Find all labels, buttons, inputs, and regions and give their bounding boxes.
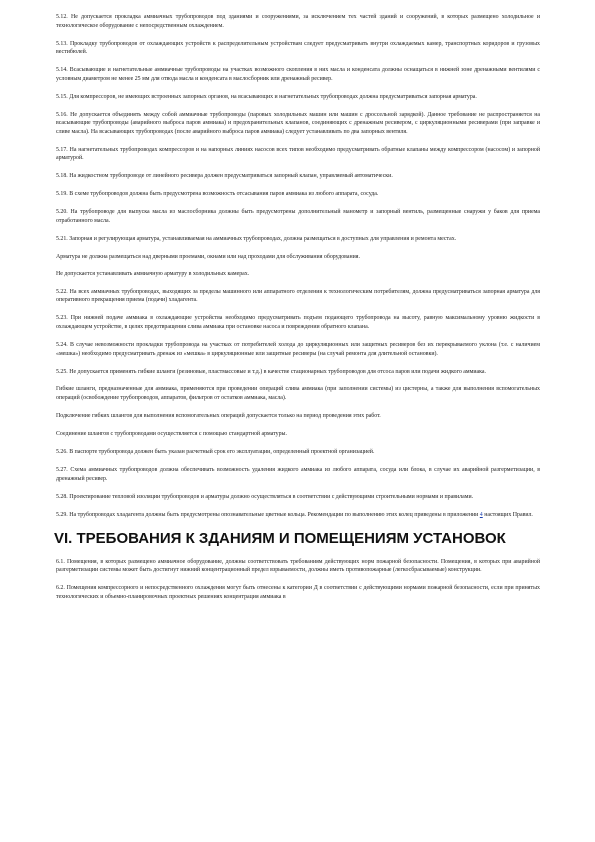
paragraph: 5.22. На всех аммиачных трубопроводах, выходящих за пределы машинного или аппаратного отделения к технологическим потребителям, должна предусматриваться запорная арматура для оперативного прекращения приема (подачи) хладагента. xyxy=(56,288,540,304)
paragraph: Гибкие шланги, предназначенные для аммиака, применяются при проведении операций слива аммиака (при заполнении системы) из цистерны, а также для выполнения вспомогательных операций (освобождение трубопроводов, аппаратов, фильтров от остатков аммиака, масла). xyxy=(56,386,540,402)
paragraph: 5.16. Не допускается объединять между собой аммиачные трубопроводы (паровых холодильных машин или машин с дроссельной зарядкой). Данное требование не распространяется на всасывающие трубопроводы (аварийного выброса паров аммиака) и предохранительных клапанов, соединяющих с дренажным ресивером, с циркуляционными ресиверами (при заправке и сливе масла). На всасывающих трубопроводах (после аварийного выброса паров аммиака) следует устанавливать по два запорных вентиля. xyxy=(56,111,540,135)
paragraph-list xyxy=(56,13,540,519)
paragraph: 5.13. Прокладку трубопроводов от охлаждающих устройств к распределительным устройствам следует предусматривать внутри охлаждаемых камер, транспортных коридоров и грузовых вестибюлей. xyxy=(56,40,540,56)
paragraph: 5.25. Не допускается применять гибкие шланги (резиновые, пластмассовые и т.д.) в качестве стационарных трубопроводов для отсоса паров или подачи жидкого аммиака. xyxy=(56,368,486,375)
paragraph: 5.12. Не допускается прокладка аммиачных трубопроводов под зданиями и сооружениями, за исключением тех частей зданий и сооружений, в которых размещено холодильное и технологическое оборудование с непосредственным охлаждением. xyxy=(56,14,540,29)
paragraph: 5.27. Схема аммиачных трубопроводов должна обеспечивать возможность удаления жидкого аммиака из любого аппарата, сосуда или блока, в случае их аварийной разгерметизации, в дренажный ресивер. xyxy=(56,467,540,482)
paragraph: 5.19. В схеме трубопроводов должна быть предусмотрена возможность отсасывания паров аммиака из любого аппарата, сосуда. xyxy=(56,191,379,198)
paragraph: 5.15. Для компрессоров, не имеющих встроенных запорных органов, на всасывающих и нагнетательных трубопроводах должна предусматриваться запорная арматура. xyxy=(56,93,477,100)
paragraph: Подключение гибких шлангов для выполнения вспомогательных операций допускается только на период проведения этих работ. xyxy=(56,413,381,420)
paragraph: 5.28. Проектирование тепловой изоляции трубопроводов и арматуры должно осуществляться в соответствии с действующими строительными нормами и правилами. xyxy=(56,493,474,500)
paragraph: 5.29. На трубопроводах хладагента должны быть предусмотрены опознавательные цветные кольца. Рекомендации по выполнению этих колец приведены в приложении 4 настоящих Правил. xyxy=(56,511,533,518)
paragraph: 5.14. Всасывающие и нагнетательные аммиачные трубопроводы на участках возможного скопления в них масла и конденсата должны оснащаться в нижней зоне дренажными вентилями с условным диаметром не менее 25 мм для отвода масла и конденсата в маслосборник или дренажный ресивер. xyxy=(56,67,540,82)
paragraph: 5.23. При нижней подаче аммиака в охлаждающие устройства необходимо предусматривать подъем подающего трубопровода на высоту, равную максимальному уровню жидкости в охлаждающем устройстве, в целях предотвращения слива аммиака при остановке насоса и повреждении обратного клапана. xyxy=(56,315,540,330)
paragraph: 5.18. На жидкостном трубопроводе от линейного ресивера должен предусматриваться запорный клапан, управляемый автоматически. xyxy=(56,173,393,180)
paragraph: 6.1. Помещения, в которых размещено аммиачное оборудование, должны соответствовать требованиям действующих норм пожарной безопасности. Помещения, в которых при аварийной разгерметизации системы может быть достигнут нижний концентрационный предел взрываемости, должны иметь противопожарные (легкосбрасываемые) конструкции. xyxy=(56,558,540,574)
paragraph: 5.21. Запорная и регулирующая арматура, устанавливаемая на аммиачных трубопроводах, должна размещаться в доступных для управления и ремонта местах. xyxy=(56,236,457,243)
paragraph: 6.2. Помещения компрессорного и непосредственного охлаждения могут быть отнесены к категории Д в соответствии с действующими нормами пожарной безопасности, если при принятых технологических и объемно-планировочных проектных решениях концентрация аммиака в xyxy=(56,585,540,600)
paragraph: Арматура не должна размещаться над дверными проемами, окнами или над проходами для обслуживания оборудования. xyxy=(56,254,360,260)
paragraph: Не допускается устанавливать аммиачную арматуру в холодильных камерах. xyxy=(56,270,250,277)
document-body xyxy=(56,13,540,611)
paragraph: 5.17. На нагнетательных трубопроводах компрессоров и на напорных линиях насосов всех типов необходимо предусматривать обратные клапаны между компрессором (насосом) и запорной арматурой. xyxy=(56,146,540,162)
paragraph: Соединение шлангов с трубопроводами осуществляется с помощью стандартной арматуры. xyxy=(56,431,287,438)
section-heading: VI. ТРЕБОВАНИЯ К ЗДАНИЯМ И ПОМЕЩЕНИЯМ УСТАНОВОК xyxy=(54,529,506,547)
appendix-link[interactable]: 4 xyxy=(479,511,483,518)
paragraph-list-after-heading xyxy=(56,558,540,602)
paragraph: 5.26. В паспорте трубопровода должен быть указан расчетный срок его эксплуатации, определенный проектной организацией. xyxy=(56,449,375,456)
paragraph: 5.20. На трубопроводе для выпуска масла из маслосборника должны быть предусмотрены дополнительный манометр и запорный вентиль, размещенные снаружи у баков для приема отработанного масла. xyxy=(56,209,540,225)
paragraph: 5.24. В случае невозможности прокладки трубопровода на участках от потребителей холода до циркуляционных или защитных ресиверов без их перекрываемого уклона (т.е. с наличием «мешка») необходимо предусматривать дренаж из «мешка» в циркуляционные или защитные ресиверы (на случай ремонта для длительной остановки). xyxy=(56,341,540,357)
